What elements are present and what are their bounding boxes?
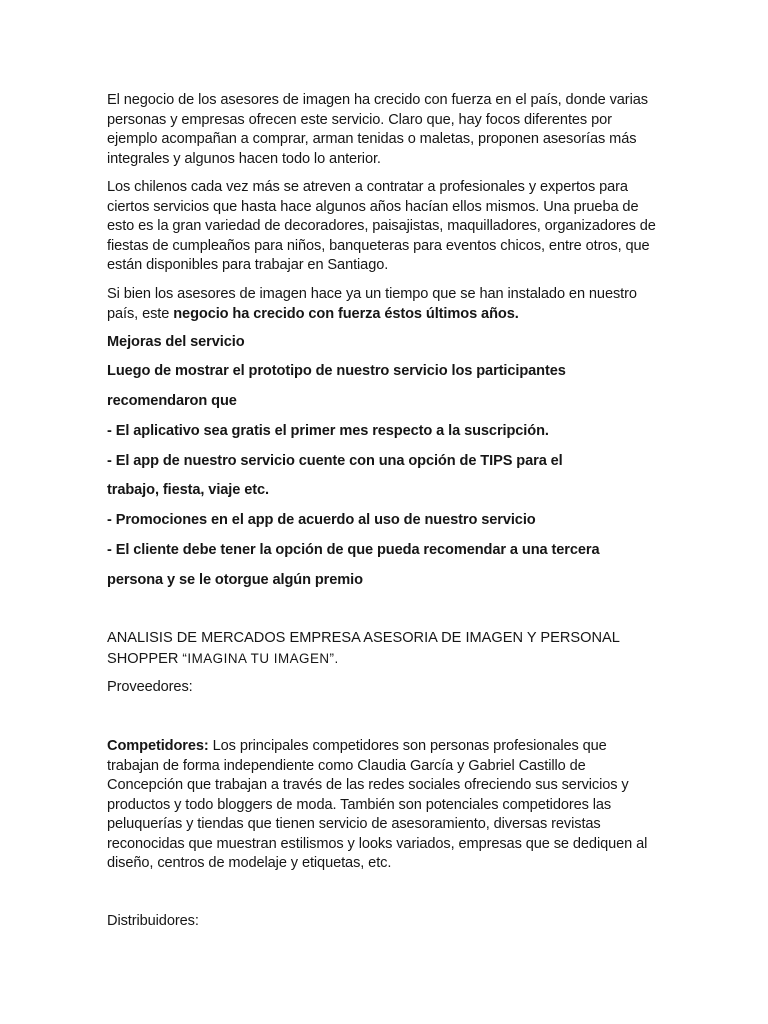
- paragraph-asesores-text: Si bien los asesores de imagen hace ya un tiempo que se han instalado en nuestro país, este: [107, 286, 637, 322]
- mejoras-heading: Mejoras del servicio: [107, 334, 245, 350]
- paragraph-asesores: [107, 285, 662, 324]
- mejora-item-recomendar-line2: persona y se le otorgue algún premio: [107, 572, 363, 588]
- mejora-item-promociones: - Promociones en el app de acuerdo al uso de nuestro servicio: [107, 512, 536, 528]
- paragraph-intro: [107, 91, 662, 169]
- paragraph-intro-text: El negocio de los asesores de imagen ha crecido con fuerza en el país, donde varias personas y empresas ofrecen este servicio. Claro que, hay focos diferentes por ejemplo acompañan a comprar, arman tenidas o maletas, proponen asesorías más integrales y algunos hacen todo lo anterior.: [107, 92, 648, 167]
- mejora-item-gratis: - El aplicativo sea gratis el primer mes respecto a la suscripción.: [107, 423, 549, 439]
- competidores-text: Los principales competidores son personas profesionales que trabajan de forma independiente como Claudia García y Gabriel Castillo de Concepción que trabajan a través de las redes sociales ofreciendo sus servicios y productos y todo bloggers de moda. También son potenciales competidores las peluquerías y tiendas que tienen servicio de asesoramiento, diversas revistas reconocidas que muestran estilismos y looks variados, empresas que se dediquen al diseño, centros de modelaje y etiquetas, etc.: [107, 738, 648, 871]
- paragraph-asesores-bold: negocio ha crecido con fuerza éstos últimos años.: [173, 305, 519, 322]
- mejoras-intro-line2: recomendaron que: [107, 393, 237, 409]
- analisis-heading-text: ANALISIS DE MERCADOS EMPRESA ASESORIA DE IMAGEN Y PERSONAL SHOPPER: [107, 630, 620, 667]
- mejora-item-tips-line2: trabajo, fiesta, viaje etc.: [107, 482, 269, 498]
- analisis-heading: [107, 629, 662, 669]
- mejora-item-tips-line1: - El app de nuestro servicio cuente con una opción de TIPS para el: [107, 453, 563, 469]
- distribuidores-label: Distribuidores:: [107, 913, 199, 929]
- proveedores-label: Proveedores:: [107, 679, 193, 695]
- paragraph-competidores: [107, 737, 662, 874]
- competidores-label: Competidores:: [107, 738, 209, 754]
- paragraph-chilenos: [107, 178, 662, 276]
- mejora-item-recomendar-line1: - El cliente debe tener la opción de que pueda recomendar a una tercera: [107, 542, 600, 558]
- paragraph-chilenos-text: Los chilenos cada vez más se atreven a contratar a profesionales y expertos para ciertos servicios que hasta hace algunos años hacían ellos mismos. Una prueba de esto es la gran variedad de decoradores, paisajistas, maquilladores, organizadores de fiestas de cumpleaños para niños, banqueteras para eventos chicos, entre otros, que están disponibles para trabajar en Santiago.: [107, 179, 656, 273]
- mejoras-intro-line1: Luego de mostrar el prototipo de nuestro servicio los participantes: [107, 363, 566, 379]
- analisis-heading-quoted: “IMAGINA TU IMAGEN”.: [182, 650, 339, 666]
